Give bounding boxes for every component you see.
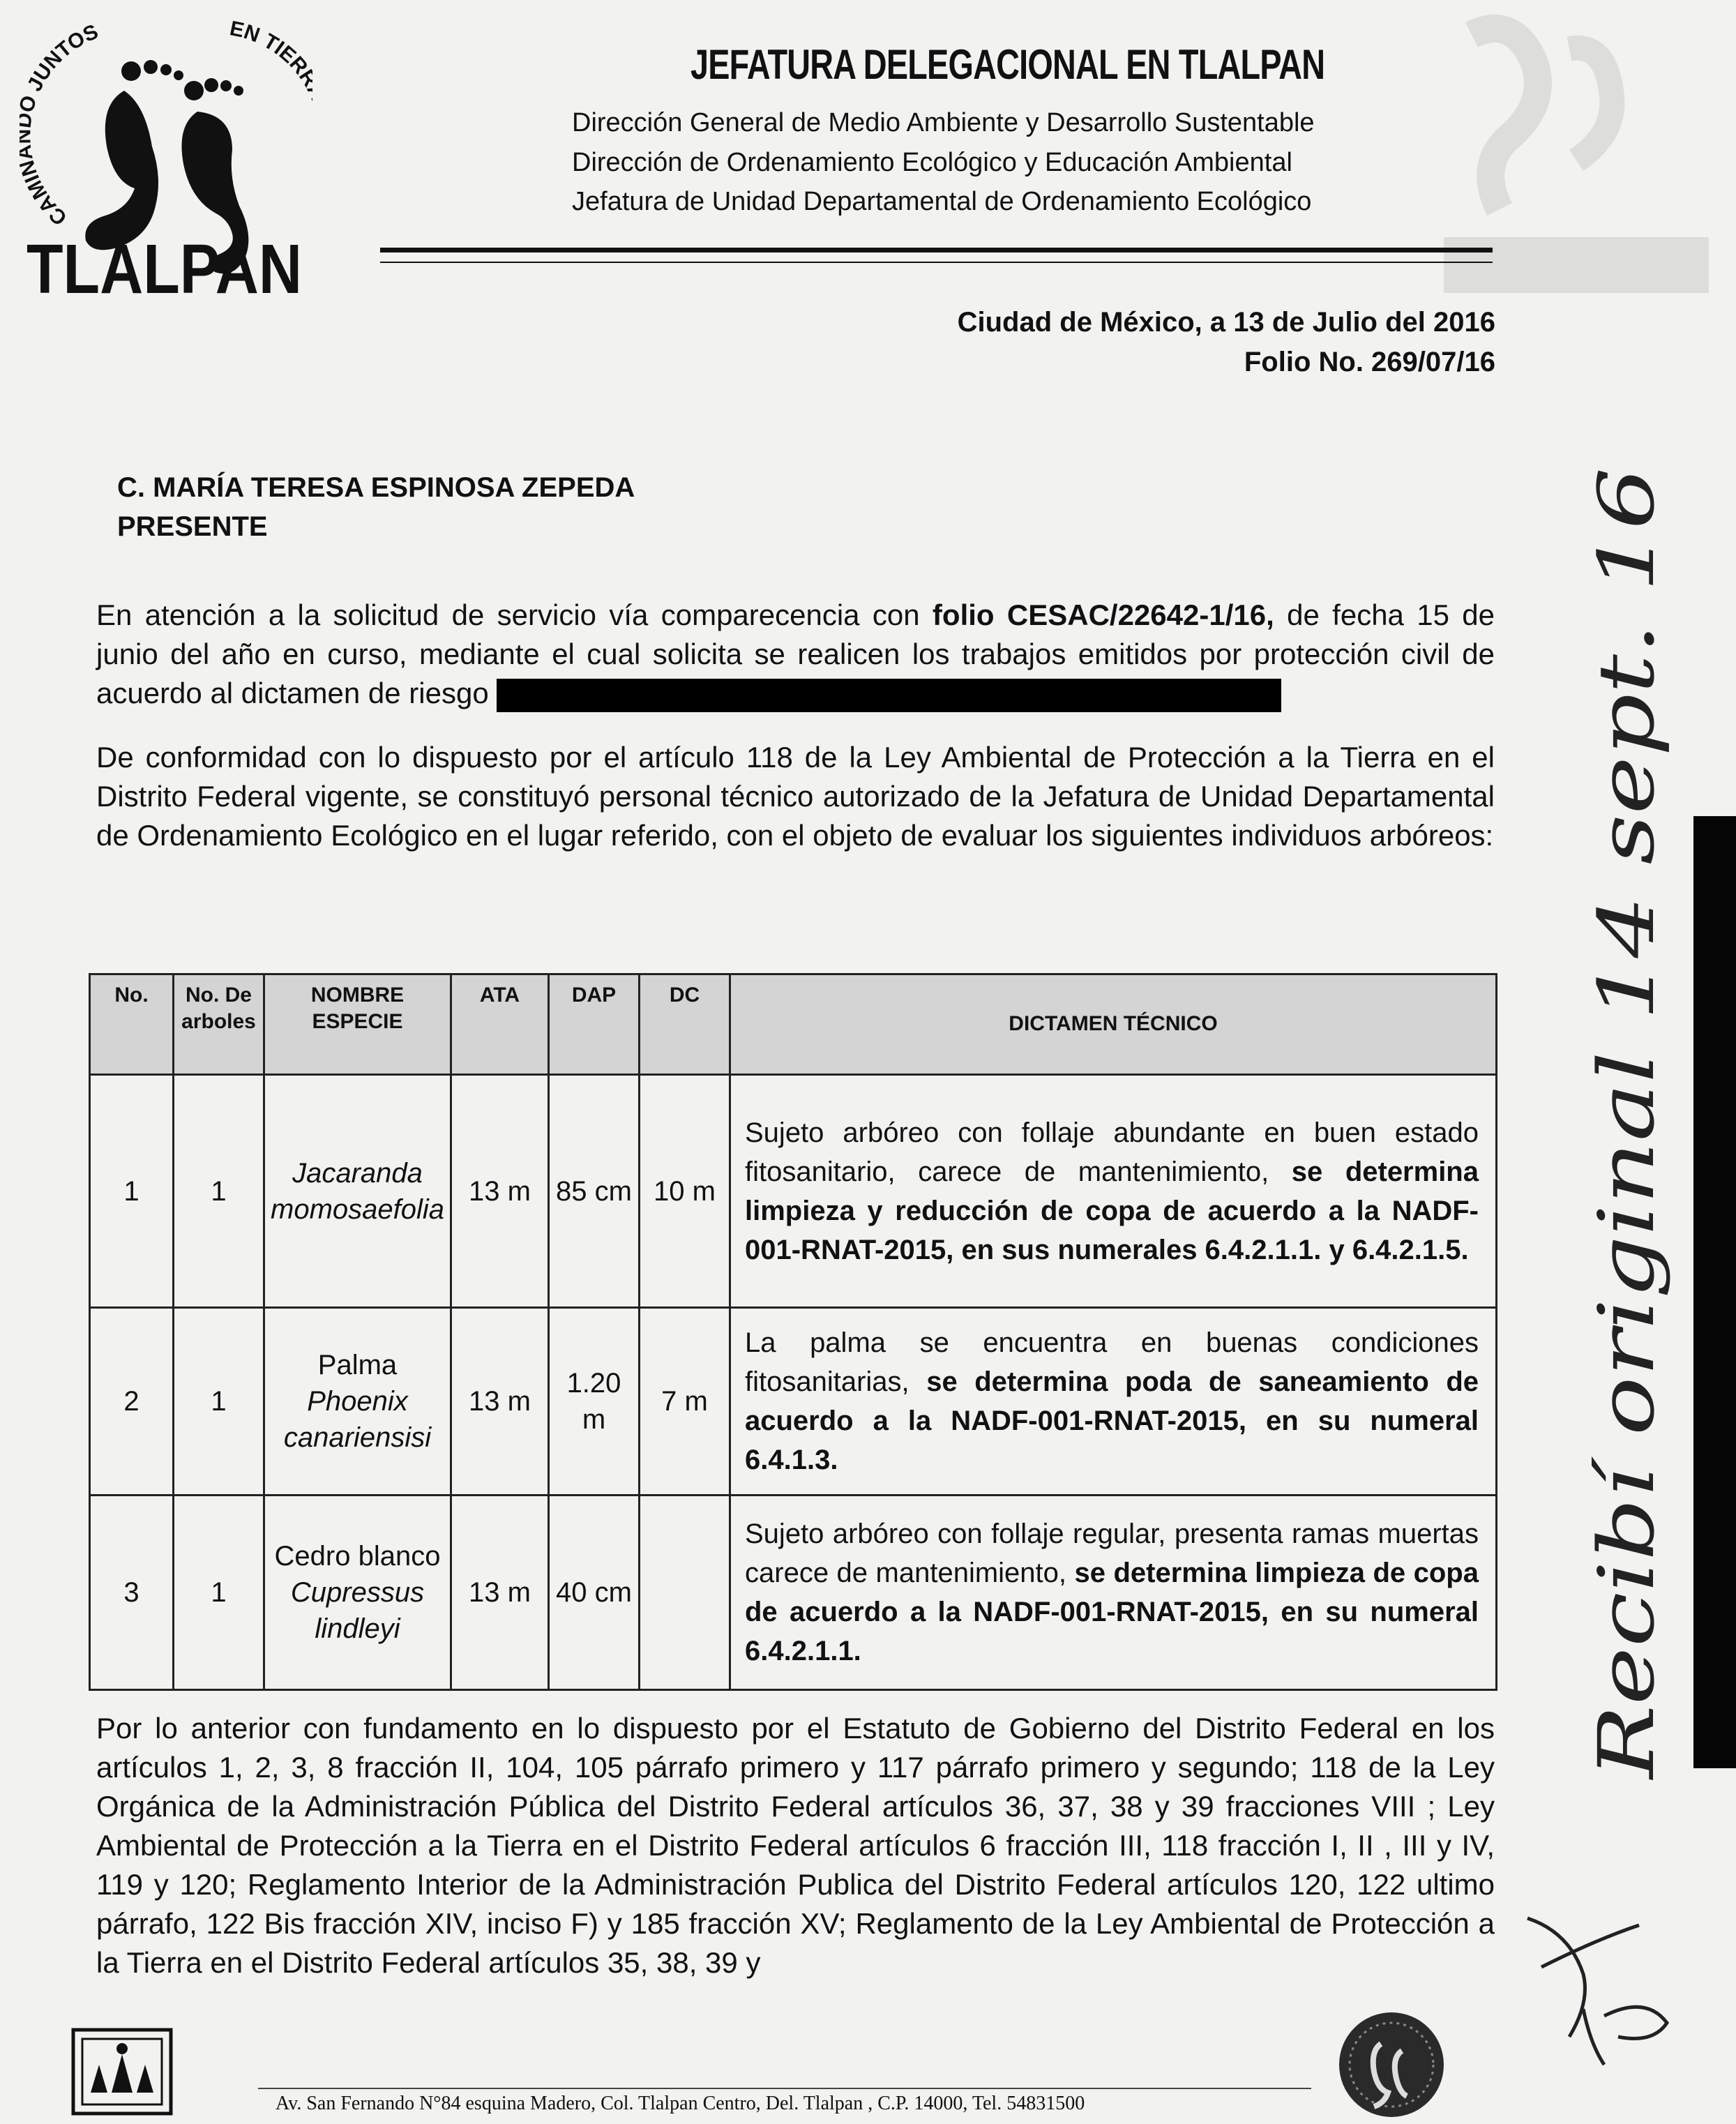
office-title: JEFATURA DELEGACIONAL EN TLALPAN [690, 41, 1325, 88]
cell-ata: 13 m [451, 1496, 549, 1690]
document-date: Ciudad de México, a 13 de Julio del 2016 [957, 307, 1495, 338]
header-dc: DC [640, 974, 730, 1075]
cell-no: 1 [90, 1075, 174, 1308]
header-num-trees: No. De arboles [174, 974, 264, 1075]
tlalpan-emblem-icon [70, 2026, 174, 2117]
cell-count: 1 [174, 1496, 264, 1690]
svg-text:EN TIERRA FIRME: EN TIER [227, 17, 312, 79]
header-no: No. [90, 974, 174, 1075]
header-rule-thin [380, 262, 1493, 263]
footer-address: Av. San Fernando N°84 esquina Madero, Col. Tlalpan Centro, Del. Tlalpan , C.P. 14000, Tel. 54831500 [276, 2093, 1085, 2114]
header-dap: DAP [549, 974, 640, 1075]
cell-dap: 1.20 m [549, 1308, 640, 1496]
cell-dc [640, 1496, 730, 1690]
legal-foundation-paragraph: Por lo anterior con fundamento en lo dispuesto por el Estatuto de Gobierno del Distrito Federal en los artículos 1, 2, 3, 8 fracción II, 104, 105 párrafo primero y 117 párrafo primero y segundo; 118 de la Ley Orgánica de la Administración Pública del Distrito Federal artículos 36, 37, 38 y 39 fracciones VIII ; Ley Ambiental de Protección a la Tierra en el Distrito Federal artículos 6 fracción III, 118 fracción I, II , III y IV, 119 y 120; Reglamento Interior de la Administración Publica del Distrito Federal artículos 120, 122 ultimo párrafo, 122 Bis fracción XIV, inciso F) y 185 fracción XV; Reglamento de la Ley Ambiental de Protección a la Tierra en el Distrito Federal artículos 35, 38, 39 y [96, 1712, 1495, 1979]
table-row [90, 1496, 1497, 1690]
table-header-row [90, 974, 1497, 1075]
cell-dap: 40 cm [549, 1496, 640, 1690]
bleed-through-logo [1388, 7, 1723, 300]
handwritten-receipt-note [1527, 419, 1736, 1800]
cell-verdict: Sujeto arbóreo con follaje abundante en buen estado fitosanitario, carece de mantenimiento, se determina limpieza y reducción de copa de acuerdo a la NADF-001-RNAT-2015, en sus numerales 6.4.2.1.1. y 6.4.2.1.5. [730, 1075, 1497, 1308]
header-rule-thick [380, 248, 1493, 253]
svg-text:CAMINANDO JUNTOS: CAMI JUNTOS [20, 20, 102, 230]
cell-species: Jacaranda momosaefolia [264, 1075, 451, 1308]
cesac-folio: folio CESAC/22642-1/16, [932, 598, 1274, 631]
cell-ata: 13 m [451, 1075, 549, 1308]
svg-text:TLALPAN: TLALPAN [27, 230, 302, 300]
cell-count: 1 [174, 1075, 264, 1308]
handwritten-initials [1500, 1876, 1709, 2086]
tlalpan-logo [20, 7, 312, 300]
table-row [90, 1308, 1497, 1496]
header-line-2: Dirección de Ordenamiento Ecológico y Educación Ambiental [572, 148, 1292, 177]
addressee-presente: PRESENTE [117, 511, 268, 542]
cell-verdict: La palma se encuentra en buenas condiciones fitosanitarias, se determina poda de saneamiento de acuerdo a la NADF-001-RNAT-2015, en su numeral 6.4.1.3. [730, 1308, 1497, 1496]
cell-dc: 10 m [640, 1075, 730, 1308]
addressee-name: C. MARÍA TERESA ESPINOSA ZEPEDA [117, 472, 635, 503]
tree-evaluation-table [89, 973, 1497, 1691]
intro-paragraph: En atención a la solicitud de servicio vía comparecencia con folio CESAC/22642-1/16, de fecha 15 de junio del año en curso, mediante el cual solicita se realicen los trabajos emitidos por protección civil de acuerdo al dictamen de riesgo [96, 596, 1495, 713]
tlalpan-seal-icon [1332, 2009, 1451, 2121]
cell-dc: 7 m [640, 1308, 730, 1496]
header-verdict: DICTAMEN TÉCNICO [730, 974, 1497, 1075]
header-line-3: Jefatura de Unidad Departamental de Ordenamiento Ecológico [572, 187, 1312, 216]
table-row [90, 1075, 1497, 1308]
redaction-bar [497, 679, 1281, 712]
cell-no: 2 [90, 1308, 174, 1496]
header-species: NOMBRE ESPECIE [264, 974, 451, 1075]
header-ata: ATA [451, 974, 549, 1075]
header-line-1: Dirección General de Medio Ambiente y Desarrollo Sustentable [572, 108, 1315, 137]
cell-verdict: Sujeto arbóreo con follaje regular, presenta ramas muertas carece de mantenimiento, se determina limpieza de copa de acuerdo a la NADF-001-RNAT-2015, en su numeral 6.4.2.1.1. [730, 1496, 1497, 1690]
footer-rule [258, 2088, 1311, 2089]
cell-dap: 85 cm [549, 1075, 640, 1308]
cell-count: 1 [174, 1308, 264, 1496]
cell-species: Palma Phoenix canariensisi [264, 1308, 451, 1496]
cell-ata: 13 m [451, 1308, 549, 1496]
cell-no: 3 [90, 1496, 174, 1690]
svg-text:Recibí original 14 sept. 16: Recibí original 14 sept. 16 [1582, 751, 1671, 1779]
document-folio: Folio No. 269/07/16 [1244, 347, 1495, 377]
cell-species: Cedro blanco Cupressus lindleyi [264, 1496, 451, 1690]
legal-basis-paragraph: De conformidad con lo dispuesto por el artículo 118 de la Ley Ambiental de Protección a la Tierra en el Distrito Federal vigente, se constituyó personal técnico autorizado de la Jefatura de Unidad Departamental de Ordenamiento Ecológico en el lugar referido, con el objeto de evaluar los siguientes individuos arbóreos: [96, 741, 1495, 852]
